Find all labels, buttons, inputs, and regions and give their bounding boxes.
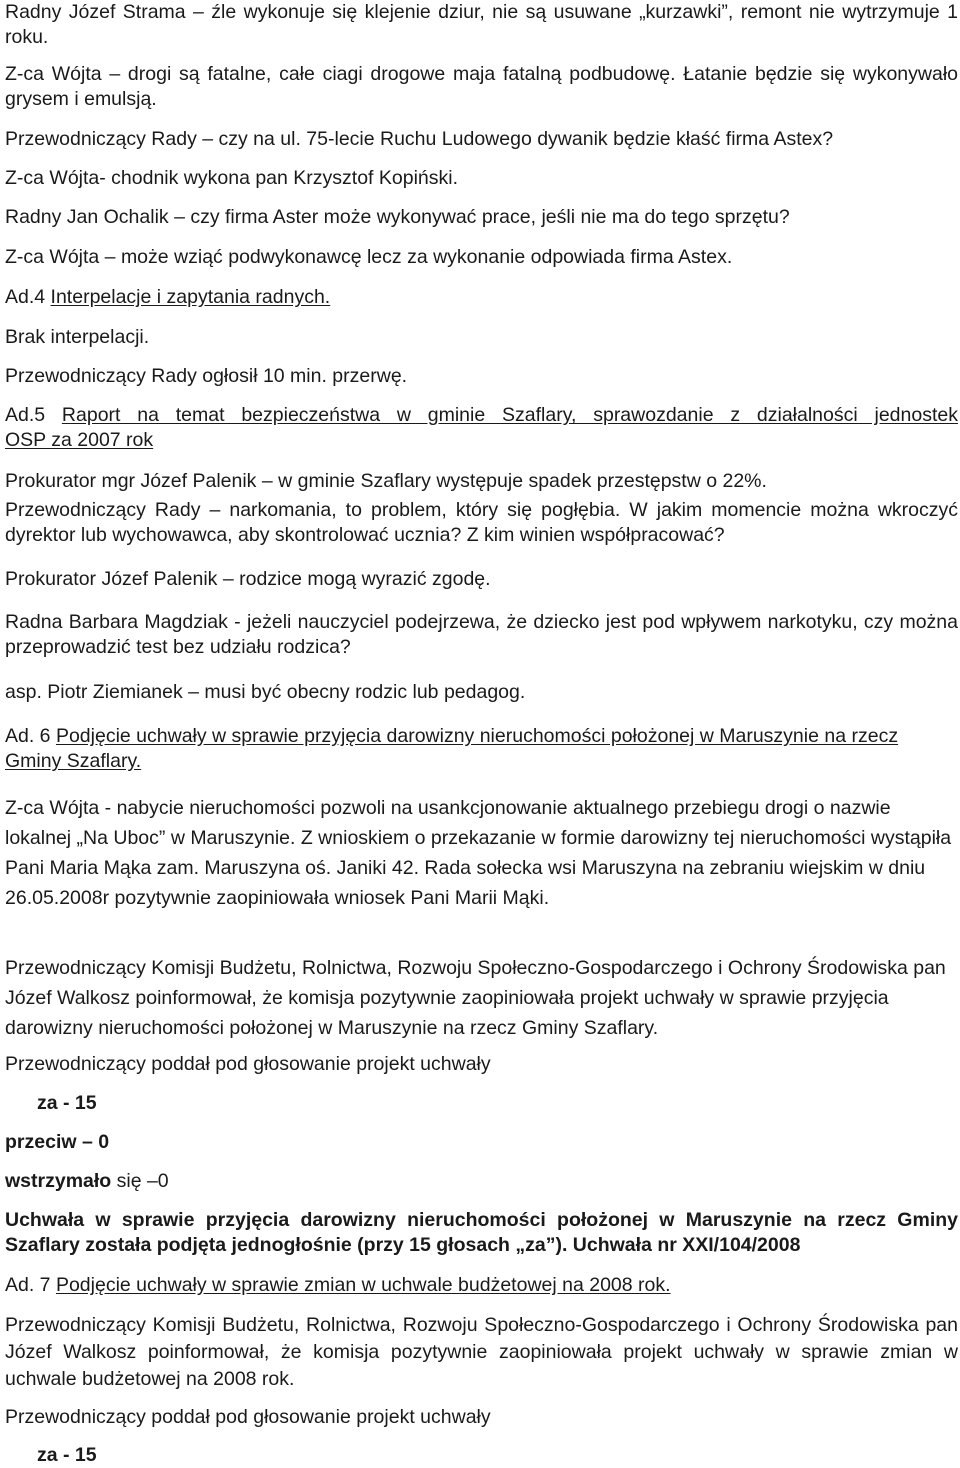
paragraph-brak-interpelacji: Brak interpelacji. (5, 326, 150, 348)
agenda-item-5 (5, 403, 958, 453)
agenda-item-5-title: Raport na temat bezpieczeństwa w gminie Szaflary, sprawozdanie z działalności jednostek (61, 404, 958, 426)
agenda-item-7-title: Podjęcie uchwały w sprawie zmian w uchwale budżetowej na 2008 rok. (55, 1274, 671, 1296)
paragraph-komisja-opinia-darowizna: Przewodniczący Komisji Budżetu, Rolnictwa, Rozwoju Społeczno-Gospodarczego i Ochrony Środowiska pan Józef Walkosz poinformował, że komisja pozytywnie zaopiniowała projekt uchwały w sprawie przyjęcia darowizny nieruchomości położonej w Maruszynie na rzecz Gminy Szaflary. (5, 957, 946, 1039)
vote-abstain-1 (5, 1169, 169, 1194)
paragraph-przewodniczacy-dywanik: Przewodniczący Rady – czy na ul. 75-lecie Ruchu Ludowego dywanik będzie kłaść firma Astex? (5, 128, 834, 150)
paragraph-zca-wojta-podwykonawca: Z-ca Wójta – może wziąć podwykonawcę lecz za wykonanie odpowiada firma Astex. (5, 246, 733, 268)
paragraph-strama: Radny Józef Strama – źle wykonuje się klejenie dziur, nie są usuwane „kurzawki”, remont nie wytrzymuje 1 roku. (5, 1, 958, 48)
paragraph-ziemianek: asp. Piotr Ziemianek – musi być obecny rodzic lub pedagog. (5, 681, 526, 703)
paragraph-glosowanie-2: Przewodniczący poddał pod głosowanie projekt uchwały (5, 1406, 491, 1428)
agenda-item-7-number: Ad. 7 (5, 1274, 56, 1296)
vote-for-2: za - 15 (37, 1444, 97, 1466)
agenda-item-6-title: Podjęcie uchwały w sprawie przyjęcia darowizny nieruchomości położonej w Maruszynie na rzecz Gminy Szaflary. (5, 725, 899, 772)
paragraph-prokurator-zgoda: Prokurator Józef Palenik – rodzice mogą wyrazić zgodę. (5, 568, 491, 590)
resolution-darowizna: Uchwała w sprawie przyjęcia darowizny nieruchomości położonej w Maruszynie na rzecz Gminy Szaflary została podjęta jednogłośnie (przy 15 głosach „za”). Uchwała nr XXI/104/2008 (5, 1209, 958, 1256)
paragraph-prokurator-spadek: Prokurator mgr Józef Palenik – w gminie Szaflary występuje spadek przestępstw o 22%. (5, 470, 767, 492)
agenda-item-6-number: Ad. 6 (5, 725, 56, 747)
agenda-item-4 (5, 285, 958, 310)
vote-abstain-1-label: wstrzymało (5, 1170, 112, 1192)
agenda-item-4-title: Interpelacje i zapytania radnych. (50, 286, 331, 308)
paragraph-ochalik: Radny Jan Ochalik – czy firma Aster może wykonywać prace, jeśli nie ma do tego sprzętu? (5, 206, 790, 228)
vote-against-1: przeciw – 0 (5, 1131, 110, 1153)
paragraph-glosowanie-1: Przewodniczący poddał pod głosowanie projekt uchwały (5, 1053, 491, 1075)
agenda-item-4-number: Ad.4 (5, 286, 51, 308)
paragraph-magdziak: Radna Barbara Magdziak - jeżeli nauczyciel podejrzewa, że dziecko jest pod wpływem narkotyku, czy można przeprowadzić test bez udziału rodzica? (5, 611, 958, 658)
paragraph-zca-wojta-nabycie: Z-ca Wójta - nabycie nieruchomości pozwoli na usankcjonowanie aktualnego przebiegu drogi o nazwie lokalnej „Na Uboc” w Maruszynie. Z wnioskiem o przekazanie w formie darowizny tej nieruchomości wystąpiła Pani Maria Mąka zam. Maruszyna oś. Janiki 42. Rada sołecka wsi Maruszyna na zebraniu wiejskim w dniu 26.05.2008r pozytywnie zaopiniowała wniosek Pani Marii Mąki. (5, 797, 952, 909)
vote-abstain-1-value: się –0 (111, 1170, 169, 1192)
paragraph-zca-wojta-drogi: Z-ca Wójta – drogi są fatalne, całe ciagi drogowe maja fatalną podbudowę. Łatanie będzie się wykonywało grysem i emulsją. (5, 63, 958, 110)
vote-for-1: za - 15 (37, 1092, 97, 1114)
paragraph-komisja-opinia-budzet: Przewodniczący Komisji Budżetu, Rolnictwa, Rozwoju Społeczno-Gospodarczego i Ochrony Środowiska pan Józef Walkosz poinformował, że komisja pozytywnie zaopiniowała projekt uchwały w sprawie zmian w uchwale budżetowej na 2008 rok. (5, 1314, 958, 1390)
paragraph-zca-wojta-chodnik: Z-ca Wójta- chodnik wykona pan Krzysztof Kopiński. (5, 167, 459, 189)
paragraph-przerwa: Przewodniczący Rady ogłosił 10 min. przerwę. (5, 365, 408, 387)
paragraph-przewodniczacy-narkomania: Przewodniczący Rady – narkomania, to problem, który się pogłębia. W jakim momencie można wkroczyć dyrektor lub wychowawca, aby skontrolować ucznia? Z kim winien współpracować? (5, 499, 958, 546)
agenda-item-6 (5, 724, 958, 774)
agenda-item-7 (5, 1273, 958, 1298)
agenda-item-5-number: Ad.5 (5, 404, 62, 426)
agenda-item-5-title-continued: OSP za 2007 rok (5, 429, 154, 451)
